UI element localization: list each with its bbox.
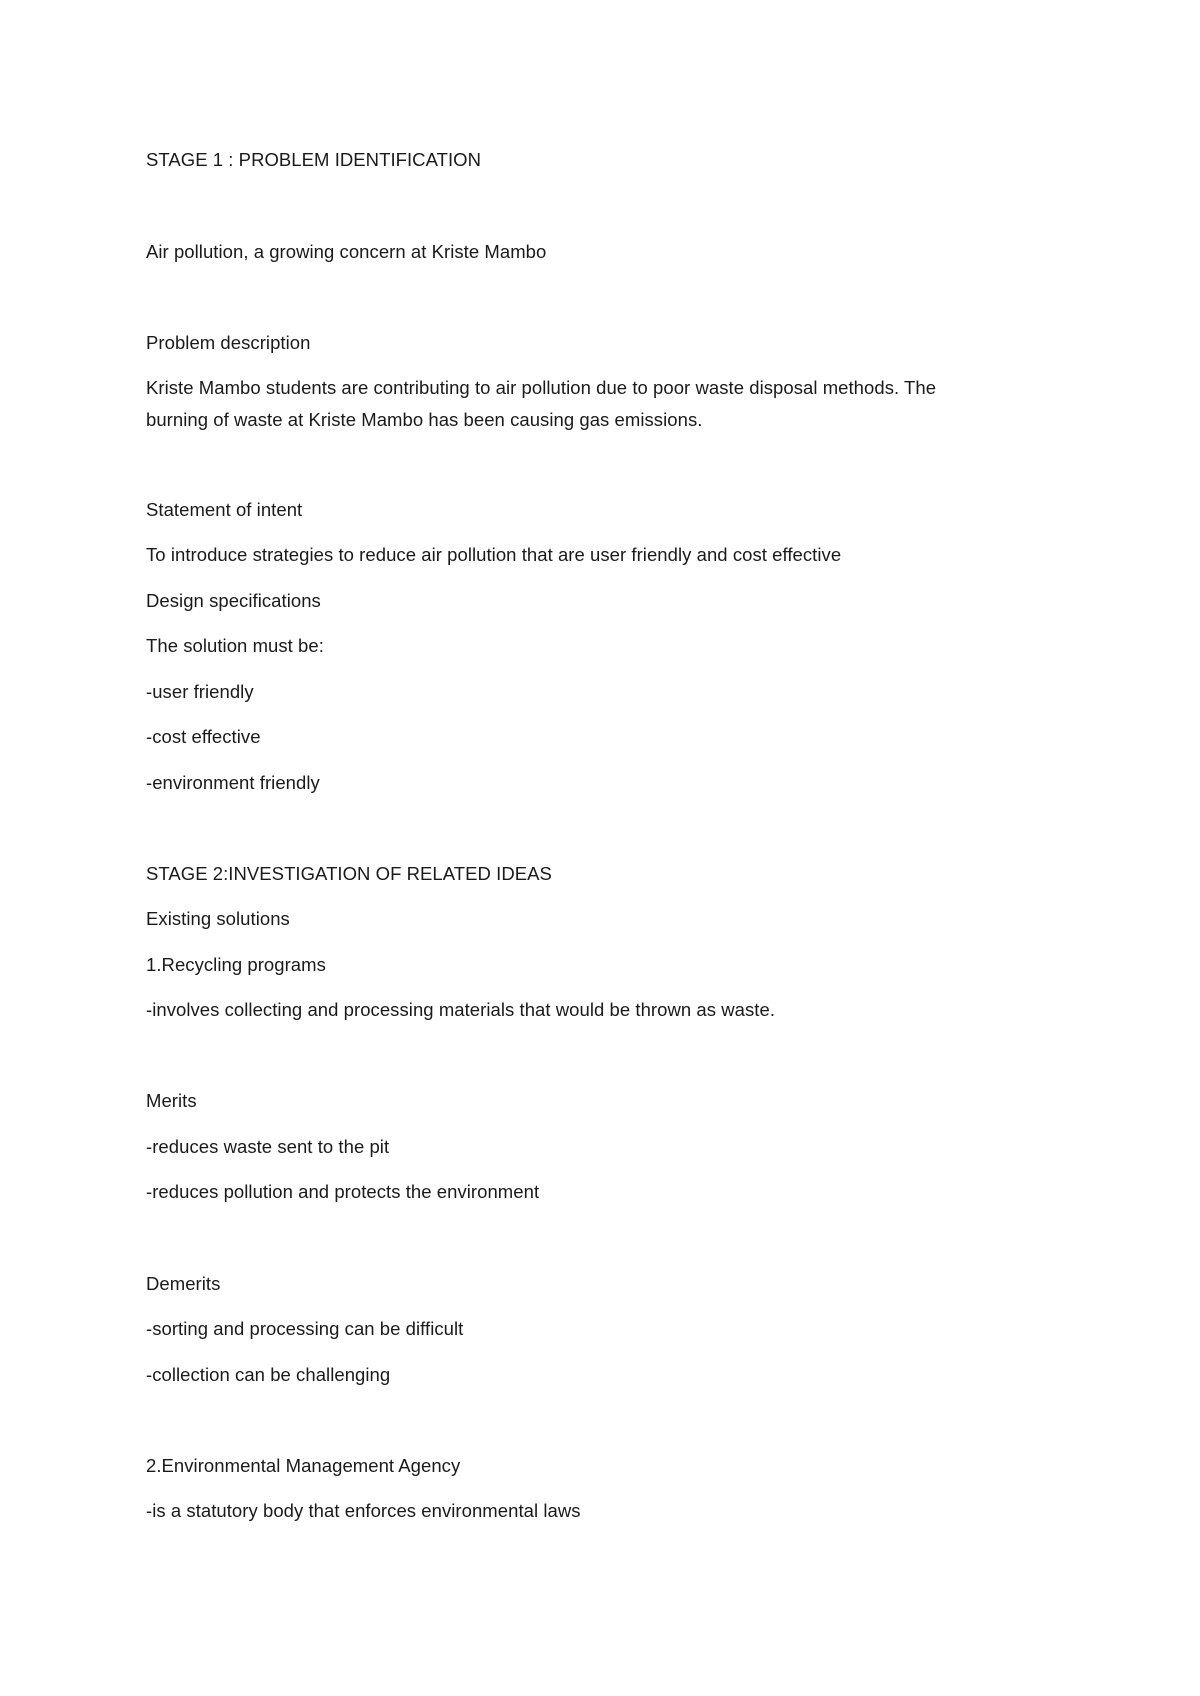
stage2-heading: STAGE 2:INVESTIGATION OF RELATED IDEAS	[146, 863, 552, 884]
problem-description-line-2: burning of waste at Kriste Mambo has been causing gas emissions.	[146, 409, 703, 430]
spec-item: -environment friendly	[146, 772, 320, 793]
existing-solutions-heading: Existing solutions	[146, 908, 290, 929]
solution-must-be: The solution must be:	[146, 635, 324, 656]
merit-item: -reduces waste sent to the pit	[146, 1136, 390, 1157]
subtitle: Air pollution, a growing concern at Kriste Mambo	[146, 241, 547, 262]
merits-heading: Merits	[146, 1090, 197, 1111]
solution2-description: -is a statutory body that enforces environmental laws	[146, 1500, 581, 1521]
solution1-title: 1.Recycling programs	[146, 954, 326, 975]
merit-item: -reduces pollution and protects the environment	[146, 1181, 540, 1202]
stage1-heading: STAGE 1 : PROBLEM IDENTIFICATION	[146, 149, 481, 170]
problem-description-heading: Problem description	[146, 332, 311, 353]
demerit-item: -collection can be challenging	[146, 1364, 391, 1385]
solution1-description: -involves collecting and processing materials that would be thrown as waste.	[146, 999, 776, 1020]
statement-of-intent-heading: Statement of intent	[146, 499, 303, 520]
problem-description-line-1: Kriste Mambo students are contributing to air pollution due to poor waste disposal methods. The	[146, 377, 937, 398]
spec-item: -user friendly	[146, 681, 254, 702]
demerit-item: -sorting and processing can be difficult	[146, 1318, 464, 1339]
statement-of-intent-text: To introduce strategies to reduce air pollution that are user friendly and cost effective	[146, 544, 842, 565]
design-specifications-heading: Design specifications	[146, 590, 321, 611]
solution2-title: 2.Environmental Management Agency	[146, 1455, 461, 1476]
spec-item: -cost effective	[146, 726, 261, 747]
demerits-heading: Demerits	[146, 1273, 221, 1294]
